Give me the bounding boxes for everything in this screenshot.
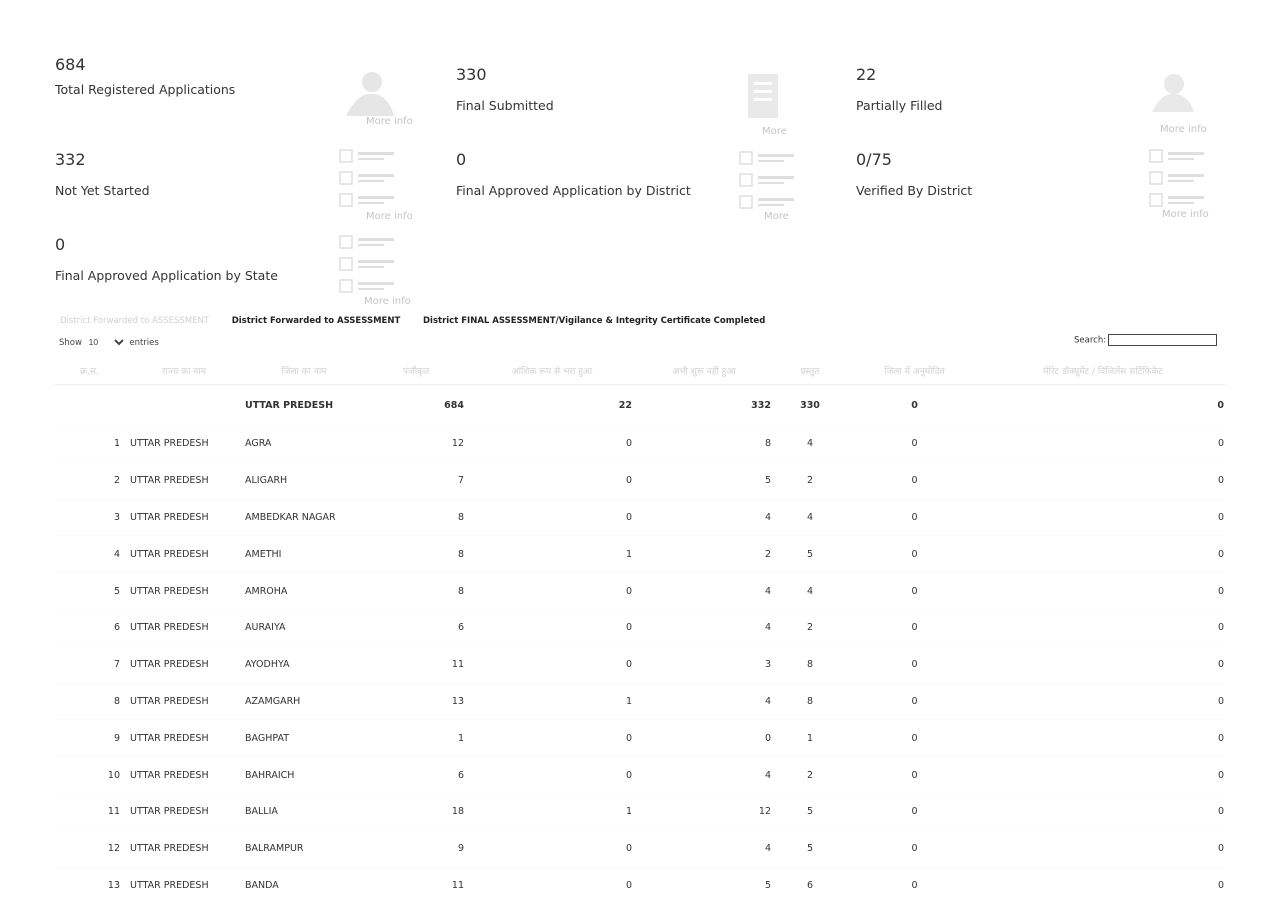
col-header-district[interactable]: जिला का नाम (244, 356, 364, 385)
submitted-cell: 6 (772, 867, 848, 903)
not-started-cell: 8 (636, 426, 772, 463)
approved-cell: 0 (848, 720, 981, 757)
total-registered-cell: 684 (364, 385, 468, 426)
more-info-link[interactable]: More (764, 211, 789, 222)
table-row (55, 720, 1225, 757)
stat-value: 330 (456, 65, 554, 84)
sn-cell: 10 (55, 757, 124, 794)
district-table (55, 356, 1225, 903)
sn-cell: 4 (55, 536, 124, 573)
not-started-cell: 12 (636, 793, 772, 830)
approved-cell: 0 (848, 757, 981, 794)
district-cell: BALLIA (244, 793, 364, 830)
district-cell: AZAMGARH (244, 683, 364, 720)
sn-cell: 7 (55, 646, 124, 683)
table-length-control (59, 336, 159, 348)
district-cell: AGRA (244, 426, 364, 463)
stat-final-submitted (456, 65, 554, 113)
stat-label: Total Registered Applications (55, 82, 235, 97)
state-cell: UTTAR PREDESH (124, 536, 244, 573)
col-header-submitted[interactable]: प्रस्तुत (772, 356, 848, 385)
stat-total-registered (55, 55, 235, 97)
show-label: Show (59, 338, 82, 348)
sn-cell: 5 (55, 573, 124, 610)
stat-value: 22 (856, 65, 942, 84)
partial-cell: 0 (468, 609, 636, 646)
sn-cell: 1 (55, 426, 124, 463)
sn-cell: 11 (55, 793, 124, 830)
stat-value: 332 (55, 150, 150, 169)
stat-value: 0/75 (856, 150, 972, 169)
total-partial-cell: 22 (468, 385, 636, 426)
merit-cell: 0 (981, 609, 1225, 646)
merit-cell: 0 (981, 793, 1225, 830)
sn-cell: 9 (55, 720, 124, 757)
registered-cell: 8 (364, 499, 468, 536)
merit-cell: 0 (981, 867, 1225, 903)
col-header-registered[interactable]: पंजीकृत (364, 356, 468, 385)
approved-cell: 0 (848, 426, 981, 463)
registered-cell: 11 (364, 646, 468, 683)
approved-cell: 0 (848, 646, 981, 683)
partial-cell: 0 (468, 499, 636, 536)
merit-cell: 0 (981, 757, 1225, 794)
not-started-cell: 4 (636, 609, 772, 646)
more-info-link[interactable]: More info (366, 116, 413, 127)
approved-cell: 0 (848, 609, 981, 646)
not-started-cell: 4 (636, 757, 772, 794)
col-header-sn[interactable]: क्र.स. (55, 356, 124, 385)
table-row (55, 757, 1225, 794)
state-cell: UTTAR PREDESH (124, 426, 244, 463)
registered-cell: 18 (364, 793, 468, 830)
submitted-cell: 2 (772, 462, 848, 499)
sn-cell: 2 (55, 462, 124, 499)
person-icon (338, 68, 398, 118)
partial-cell: 0 (468, 830, 636, 867)
more-info-link[interactable]: More info (366, 211, 413, 222)
table-row (55, 793, 1225, 830)
partial-cell: 0 (468, 720, 636, 757)
partial-cell: 0 (468, 462, 636, 499)
submitted-cell: 5 (772, 793, 848, 830)
district-cell: BALRAMPUR (244, 830, 364, 867)
col-header-approved[interactable]: जिला में अनुमोदित (848, 356, 981, 385)
district-cell: BAGHPAT (244, 720, 364, 757)
stat-label: Final Submitted (456, 98, 554, 113)
not-started-cell: 3 (636, 646, 772, 683)
stat-label: Verified By District (856, 183, 972, 198)
district-cell: AMROHA (244, 573, 364, 610)
tab-final-assessment[interactable]: District FINAL ASSESSMENT/Vigilance & Integrity Certificate Completed (423, 316, 765, 326)
district-cell: BANDA (244, 867, 364, 903)
entries-label: entries (129, 338, 158, 348)
total-district-cell: UTTAR PREDESH (244, 385, 364, 426)
approved-cell: 0 (848, 573, 981, 610)
partial-cell: 0 (468, 426, 636, 463)
not-started-cell: 4 (636, 683, 772, 720)
partial-cell: 1 (468, 536, 636, 573)
merit-cell: 0 (981, 683, 1225, 720)
approved-cell: 0 (848, 793, 981, 830)
submitted-cell: 8 (772, 646, 848, 683)
registered-cell: 12 (364, 426, 468, 463)
checklist-icon (338, 234, 402, 294)
partial-cell: 1 (468, 793, 636, 830)
not-started-cell: 4 (636, 499, 772, 536)
registered-cell: 8 (364, 573, 468, 610)
approved-cell: 0 (848, 683, 981, 720)
state-cell: UTTAR PREDESH (124, 646, 244, 683)
merit-cell: 0 (981, 830, 1225, 867)
state-cell: UTTAR PREDESH (124, 609, 244, 646)
stat-verified-by-district (856, 150, 972, 198)
tab-district-forwarded[interactable]: District Forwarded to ASSESSMENT (232, 316, 401, 326)
merit-cell: 0 (981, 573, 1225, 610)
col-header-not-started[interactable]: अभी शुरू नहीं हुआ (636, 356, 772, 385)
merit-cell: 0 (981, 499, 1225, 536)
submitted-cell: 2 (772, 609, 848, 646)
registered-cell: 1 (364, 720, 468, 757)
checklist-icon (738, 150, 802, 210)
stat-final-approved-state (55, 235, 278, 283)
approved-cell: 0 (848, 462, 981, 499)
entries-select[interactable] (85, 336, 127, 348)
registered-cell: 6 (364, 609, 468, 646)
submitted-cell: 5 (772, 536, 848, 573)
state-cell: UTTAR PREDESH (124, 499, 244, 536)
total-not-started-cell: 332 (636, 385, 772, 426)
stat-final-approved-district (456, 150, 691, 198)
not-started-cell: 0 (636, 720, 772, 757)
sn-cell: 6 (55, 609, 124, 646)
table-row (55, 426, 1225, 463)
submitted-cell: 2 (772, 757, 848, 794)
sn-cell: 12 (55, 830, 124, 867)
stat-label: Not Yet Started (55, 183, 150, 198)
sn-cell: 3 (55, 499, 124, 536)
table-row (55, 462, 1225, 499)
state-cell: UTTAR PREDESH (124, 867, 244, 903)
table-row (55, 867, 1225, 903)
not-started-cell: 5 (636, 462, 772, 499)
table-row (55, 573, 1225, 610)
not-started-cell: 2 (636, 536, 772, 573)
merit-cell: 0 (981, 646, 1225, 683)
table-row (55, 536, 1225, 573)
col-header-state[interactable]: राज्य का नाम (124, 356, 244, 385)
sn-cell: 13 (55, 867, 124, 903)
district-cell: ALIGARH (244, 462, 364, 499)
partial-cell: 1 (468, 683, 636, 720)
district-cell: AYODHYA (244, 646, 364, 683)
state-cell: UTTAR PREDESH (124, 462, 244, 499)
more-info-link[interactable]: More info (1160, 124, 1207, 135)
not-started-cell: 4 (636, 830, 772, 867)
table-row (55, 683, 1225, 720)
col-header-partial[interactable]: आंशिक रूप से भरा हुआ (468, 356, 636, 385)
tab-bar (60, 316, 785, 326)
state-cell: UTTAR PREDESH (124, 573, 244, 610)
approved-cell: 0 (848, 830, 981, 867)
total-row (55, 385, 1225, 426)
col-header-merit[interactable]: मेरिट डॉक्यूमेंट / विजिलेंस सर्टिफिकेट (981, 356, 1225, 385)
table-body (55, 426, 1225, 903)
registered-cell: 13 (364, 683, 468, 720)
table-row (55, 646, 1225, 683)
checklist-icon (1148, 148, 1212, 208)
table-row (55, 609, 1225, 646)
submitted-cell: 5 (772, 830, 848, 867)
stat-partially-filled (856, 65, 942, 113)
partial-cell: 0 (468, 646, 636, 683)
search-label: Search: (1074, 336, 1106, 346)
registered-cell: 11 (364, 867, 468, 903)
submitted-cell: 4 (772, 499, 848, 536)
state-cell: UTTAR PREDESH (124, 720, 244, 757)
total-approved-cell: 0 (848, 385, 981, 426)
checklist-icon (338, 148, 402, 208)
submitted-cell: 1 (772, 720, 848, 757)
document-icon (742, 72, 788, 122)
merit-cell: 0 (981, 720, 1225, 757)
stat-value: 684 (55, 55, 235, 74)
registered-cell: 9 (364, 830, 468, 867)
state-cell: UTTAR PREDESH (124, 757, 244, 794)
merit-cell: 0 (981, 426, 1225, 463)
more-info-link[interactable]: More (762, 126, 787, 137)
state-cell: UTTAR PREDESH (124, 793, 244, 830)
registered-cell: 6 (364, 757, 468, 794)
merit-cell: 0 (981, 462, 1225, 499)
state-cell: UTTAR PREDESH (124, 683, 244, 720)
table-header-row (55, 356, 1225, 385)
merit-cell: 0 (981, 536, 1225, 573)
partial-cell: 0 (468, 867, 636, 903)
state-cell: UTTAR PREDESH (124, 830, 244, 867)
approved-cell: 0 (848, 867, 981, 903)
stat-label: Final Approved Application by District (456, 183, 691, 198)
table-search (1074, 334, 1217, 346)
user-edit-icon (1146, 70, 1198, 114)
total-submitted-cell: 330 (772, 385, 848, 426)
partial-cell: 0 (468, 573, 636, 610)
submitted-cell: 4 (772, 426, 848, 463)
table-row (55, 499, 1225, 536)
stat-value: 0 (456, 150, 691, 169)
partial-cell: 0 (468, 757, 636, 794)
approved-cell: 0 (848, 536, 981, 573)
not-started-cell: 5 (636, 867, 772, 903)
tab-district-forwarded-faded[interactable]: District Forwarded to ASSESSMENT (60, 316, 209, 326)
submitted-cell: 8 (772, 683, 848, 720)
approved-cell: 0 (848, 499, 981, 536)
stat-not-yet-started (55, 150, 150, 198)
total-sn-cell (55, 385, 124, 426)
registered-cell: 7 (364, 462, 468, 499)
not-started-cell: 4 (636, 573, 772, 610)
registered-cell: 8 (364, 536, 468, 573)
submitted-cell: 4 (772, 573, 848, 610)
stat-label: Partially Filled (856, 98, 942, 113)
more-info-link[interactable]: More info (1162, 209, 1209, 220)
district-cell: BAHRAICH (244, 757, 364, 794)
total-state-cell (124, 385, 244, 426)
stat-value: 0 (55, 235, 278, 254)
total-merit-cell: 0 (981, 385, 1225, 426)
district-cell: AURAIYA (244, 609, 364, 646)
district-cell: AMBEDKAR NAGAR (244, 499, 364, 536)
search-input[interactable] (1108, 334, 1217, 346)
sn-cell: 8 (55, 683, 124, 720)
district-cell: AMETHI (244, 536, 364, 573)
table-row (55, 830, 1225, 867)
more-info-link[interactable]: More info (364, 296, 411, 307)
stat-label: Final Approved Application by State (55, 268, 278, 283)
